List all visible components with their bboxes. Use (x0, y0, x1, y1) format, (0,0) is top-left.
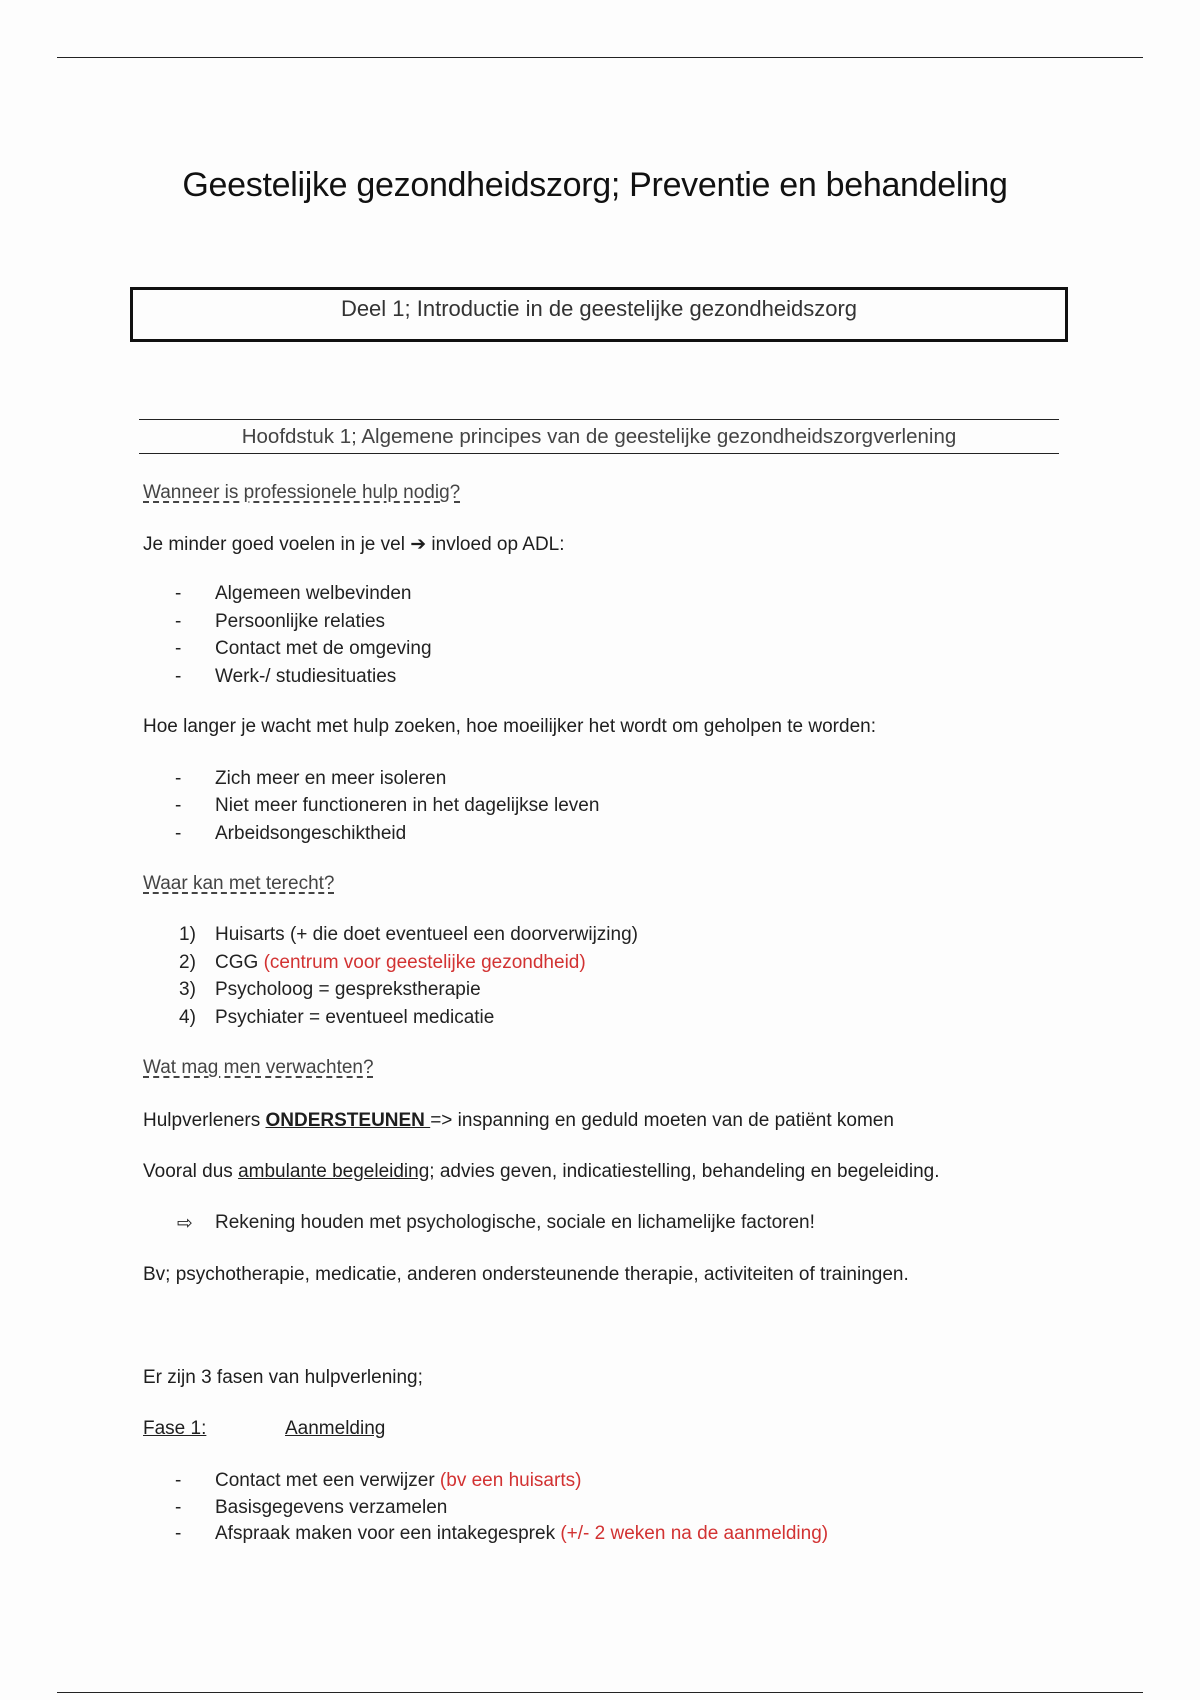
list-item: - Zich meer en meer isoleren (175, 768, 447, 789)
paragraph-intro (143, 533, 565, 556)
list-item: - Contact met een verwijzer (bv een huisarts) (175, 1470, 582, 1491)
intro-text-2: invloed op ADL: (426, 534, 565, 555)
part-heading-box: Deel 1; Introductie in de geestelijke gezondheidszorg (130, 287, 1068, 342)
question-heading-2: Waar kan met terecht? (143, 873, 335, 894)
intro-text: Je minder goed voelen in je vel (143, 534, 405, 555)
paragraph-phases: Er zijn 3 fasen van hulpverlening; (143, 1367, 423, 1388)
question-heading-3: Wat mag men verwachten? (143, 1057, 374, 1078)
top-rule (57, 57, 1143, 58)
list-item: - Algemeen welbevinden (175, 583, 412, 604)
numbered-item: 3) Psycholoog = gesprekstherapie (179, 979, 481, 1000)
numbered-item: 2) CGG (centrum voor geestelijke gezondheid) (179, 952, 586, 973)
list-item: - Persoonlijke relaties (175, 611, 386, 632)
hollow-arrow-icon: ⇨ (177, 1213, 193, 1234)
chapter-heading: Hoofdstuk 1; Algemene principes van de geestelijke gezondheidszorgverlening (139, 419, 1059, 454)
list-item: - Afspraak maken voor een intakegesprek (+/- 2 weken na de aanmelding) (175, 1523, 829, 1544)
question-heading-1: Wanneer is professionele hulp nodig? (143, 482, 461, 503)
list-item: - Niet meer functioneren in het dagelijkse leven (175, 795, 600, 816)
bottom-rule (57, 1692, 1143, 1693)
list-item: - Werk-/ studiesituaties (175, 666, 397, 687)
phase-title: Aanmelding (285, 1418, 386, 1439)
arrow-item: ⇨ Rekening houden met psychologische, sociale en lichamelijke factoren! (177, 1212, 815, 1234)
arrow-right-icon: ➔ (410, 534, 427, 555)
paragraph-examples: Bv; psychotherapie, medicatie, anderen ondersteunende therapie, activiteiten of trainingen. (143, 1264, 909, 1285)
list-item: - Arbeidsongeschiktheid (175, 823, 407, 844)
numbered-item: 1) Huisarts (+ die doet eventueel een doorverwijzing) (179, 924, 638, 945)
phase-label: Fase 1: (143, 1418, 207, 1439)
paragraph-support: Hulpverleners ONDERSTEUNEN => inspanning en geduld moeten van de patiënt komen (143, 1110, 894, 1131)
paragraph-ambulant: Vooral dus ambulante begeleiding; advies geven, indicatiestelling, behandeling en begeleiding. (143, 1161, 940, 1182)
numbered-item: 4) Psychiater = eventueel medicatie (179, 1007, 495, 1028)
paragraph-waiting: Hoe langer je wacht met hulp zoeken, hoe moeilijker het wordt om geholpen te worden: (143, 716, 876, 737)
document-title: Geestelijke gezondheidszorg; Preventie en behandeling (182, 166, 1008, 204)
list-item: - Basisgegevens verzamelen (175, 1497, 448, 1518)
list-item: - Contact met de omgeving (175, 638, 432, 659)
